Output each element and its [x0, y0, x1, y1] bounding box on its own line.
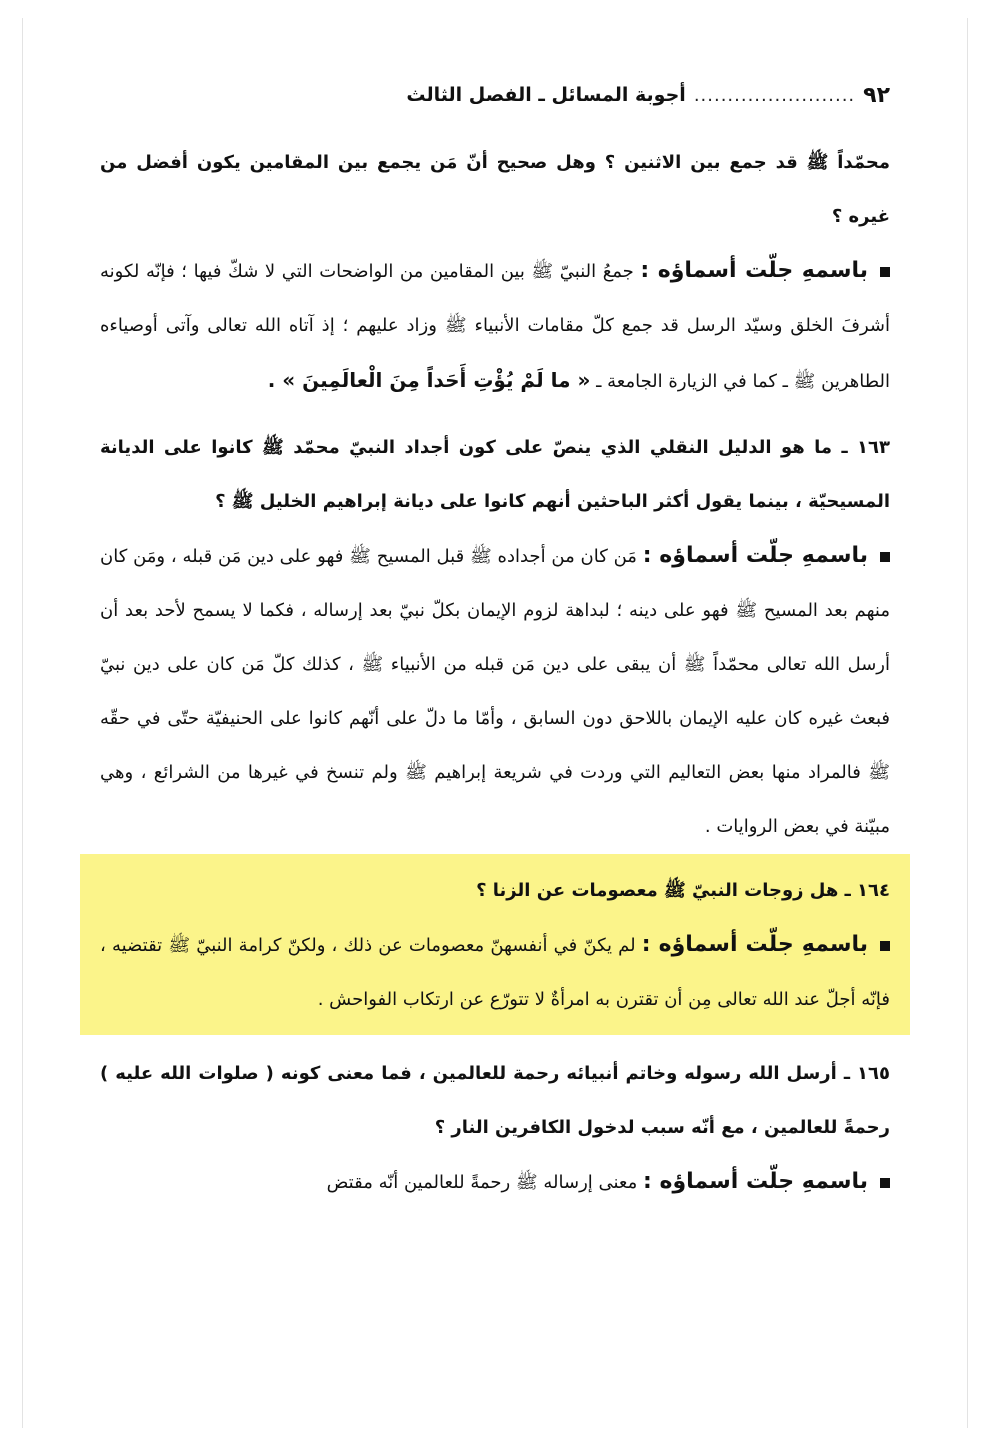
spacer — [100, 409, 890, 421]
answer-speaker: باسمهِ جلّت أسماؤه : — [641, 932, 868, 957]
page-number: ٩٢ — [863, 82, 890, 108]
running-header — [100, 74, 890, 116]
spacer — [100, 1035, 890, 1047]
question-text: ١٦٥ ـ أرسل الله رسوله وخاتم أنبيائه رحمة للعالمين ، فما معنى كونه ( صلوات الله عليه ) رحمةً للعالمين ، مع أنّه سبب لدخول الكافرين النار ؟ — [100, 1063, 890, 1138]
page-body — [100, 136, 890, 1210]
question-text: ١٦٤ ـ هل زوجات النبيّ ﷺ معصومات عن الزنا ؟ — [476, 880, 890, 901]
answer-text: جمعُ النبيّ ﷺ بين المقامين من الواضحات التي لا شكّ فيها ؛ فإنّه لكونه أشرفَ الخلق وسيّد الرسل قد جمع كلّ مقامات الأنبياء ﷺ وزاد عليهم ؛ إذ آتاه الله تعالى وآتى أوصياءه الطاهرين ﷺ ـ كما في الزيارة الجامعة ـ — [100, 261, 890, 392]
answer-speaker: باسمهِ جلّت أسماؤه : — [642, 543, 868, 568]
answer-paragraph — [100, 529, 890, 854]
bullet-square-icon — [880, 267, 890, 277]
answer-text: لم يكنّ في أنفسهنّ معصومات عن ذلك ، ولكنّ كرامة النبيّ ﷺ تقتضيه ، فإنّه أجلّ عند الله تعالى مِن أن تقترن به امرأةٌ لا تتورّع عن ارتكاب الفواحش . — [100, 935, 890, 1010]
quoted-phrase: « ما لَمْ يُؤْتِ أَحَداً مِنَ الْعالَمِينَ » . — [267, 368, 591, 392]
bullet-square-icon — [880, 941, 890, 951]
chapter-title: أجوبة المسائل ـ الفصل الثالث — [406, 84, 686, 106]
header-dot-leader: ........................ — [693, 84, 856, 106]
question-text: محمّداً ﷺ قد جمع بين الاثنين ؟ وهل صحيح أنّ مَن يجمع بين المقامين يكون أفضل من غيره ؟ — [100, 152, 890, 227]
question-text: ١٦٣ ـ ما هو الدليل النقلي الذي ينصّ على كون أجداد النبيّ محمّد ﷺ كانوا على الديانة المسيحيّة ، بينما يقول أكثر الباحثين أنهم كانوا على ديانة إبراهيم الخليل ﷺ ؟ — [100, 437, 890, 512]
bullet-square-icon — [880, 552, 890, 562]
answer-paragraph — [100, 1155, 890, 1210]
answer-paragraph — [100, 918, 890, 1027]
answer-text: معنى إرساله ﷺ رحمةً للعالمين أنّه مقتض — [326, 1172, 638, 1193]
answer-speaker: باسمهِ جلّت أسماؤه : — [643, 1169, 868, 1194]
highlighted-section — [80, 854, 910, 1035]
answer-paragraph — [100, 244, 890, 409]
answer-speaker: باسمهِ جلّت أسماؤه : — [640, 258, 868, 283]
answer-text: مَن كان من أجداده ﷺ قبل المسيح ﷺ فهو على دين مَن قبله ، ومَن كان منهم بعد المسيح ﷺ فهو على دينه ؛ لبداهة لزوم الإيمان بكلّ نبيّ بعد إرساله ، فكما لا يسمح لأحد بعد أن أرسل الله تعالى محمّداً ﷺ أن يبقى على دين مَن قبله من الأنبياء ﷺ ، كذلك كلّ مَن كان على دين نبيّ فبعث غيره كان عليه الإيمان باللاحق دون السابق ، وأمّا ما دلّ على أنّهم كانوا على الحنيفيّة حتّى في حقّه ﷺ فالمراد منها بعض التعاليم التي وردت في شريعة إبراهيم ﷺ ولم تنسخ في غيرها من الشرائع ، وهي مبيّنة في بعض الروايات . — [100, 546, 890, 837]
bullet-square-icon — [880, 1178, 890, 1188]
